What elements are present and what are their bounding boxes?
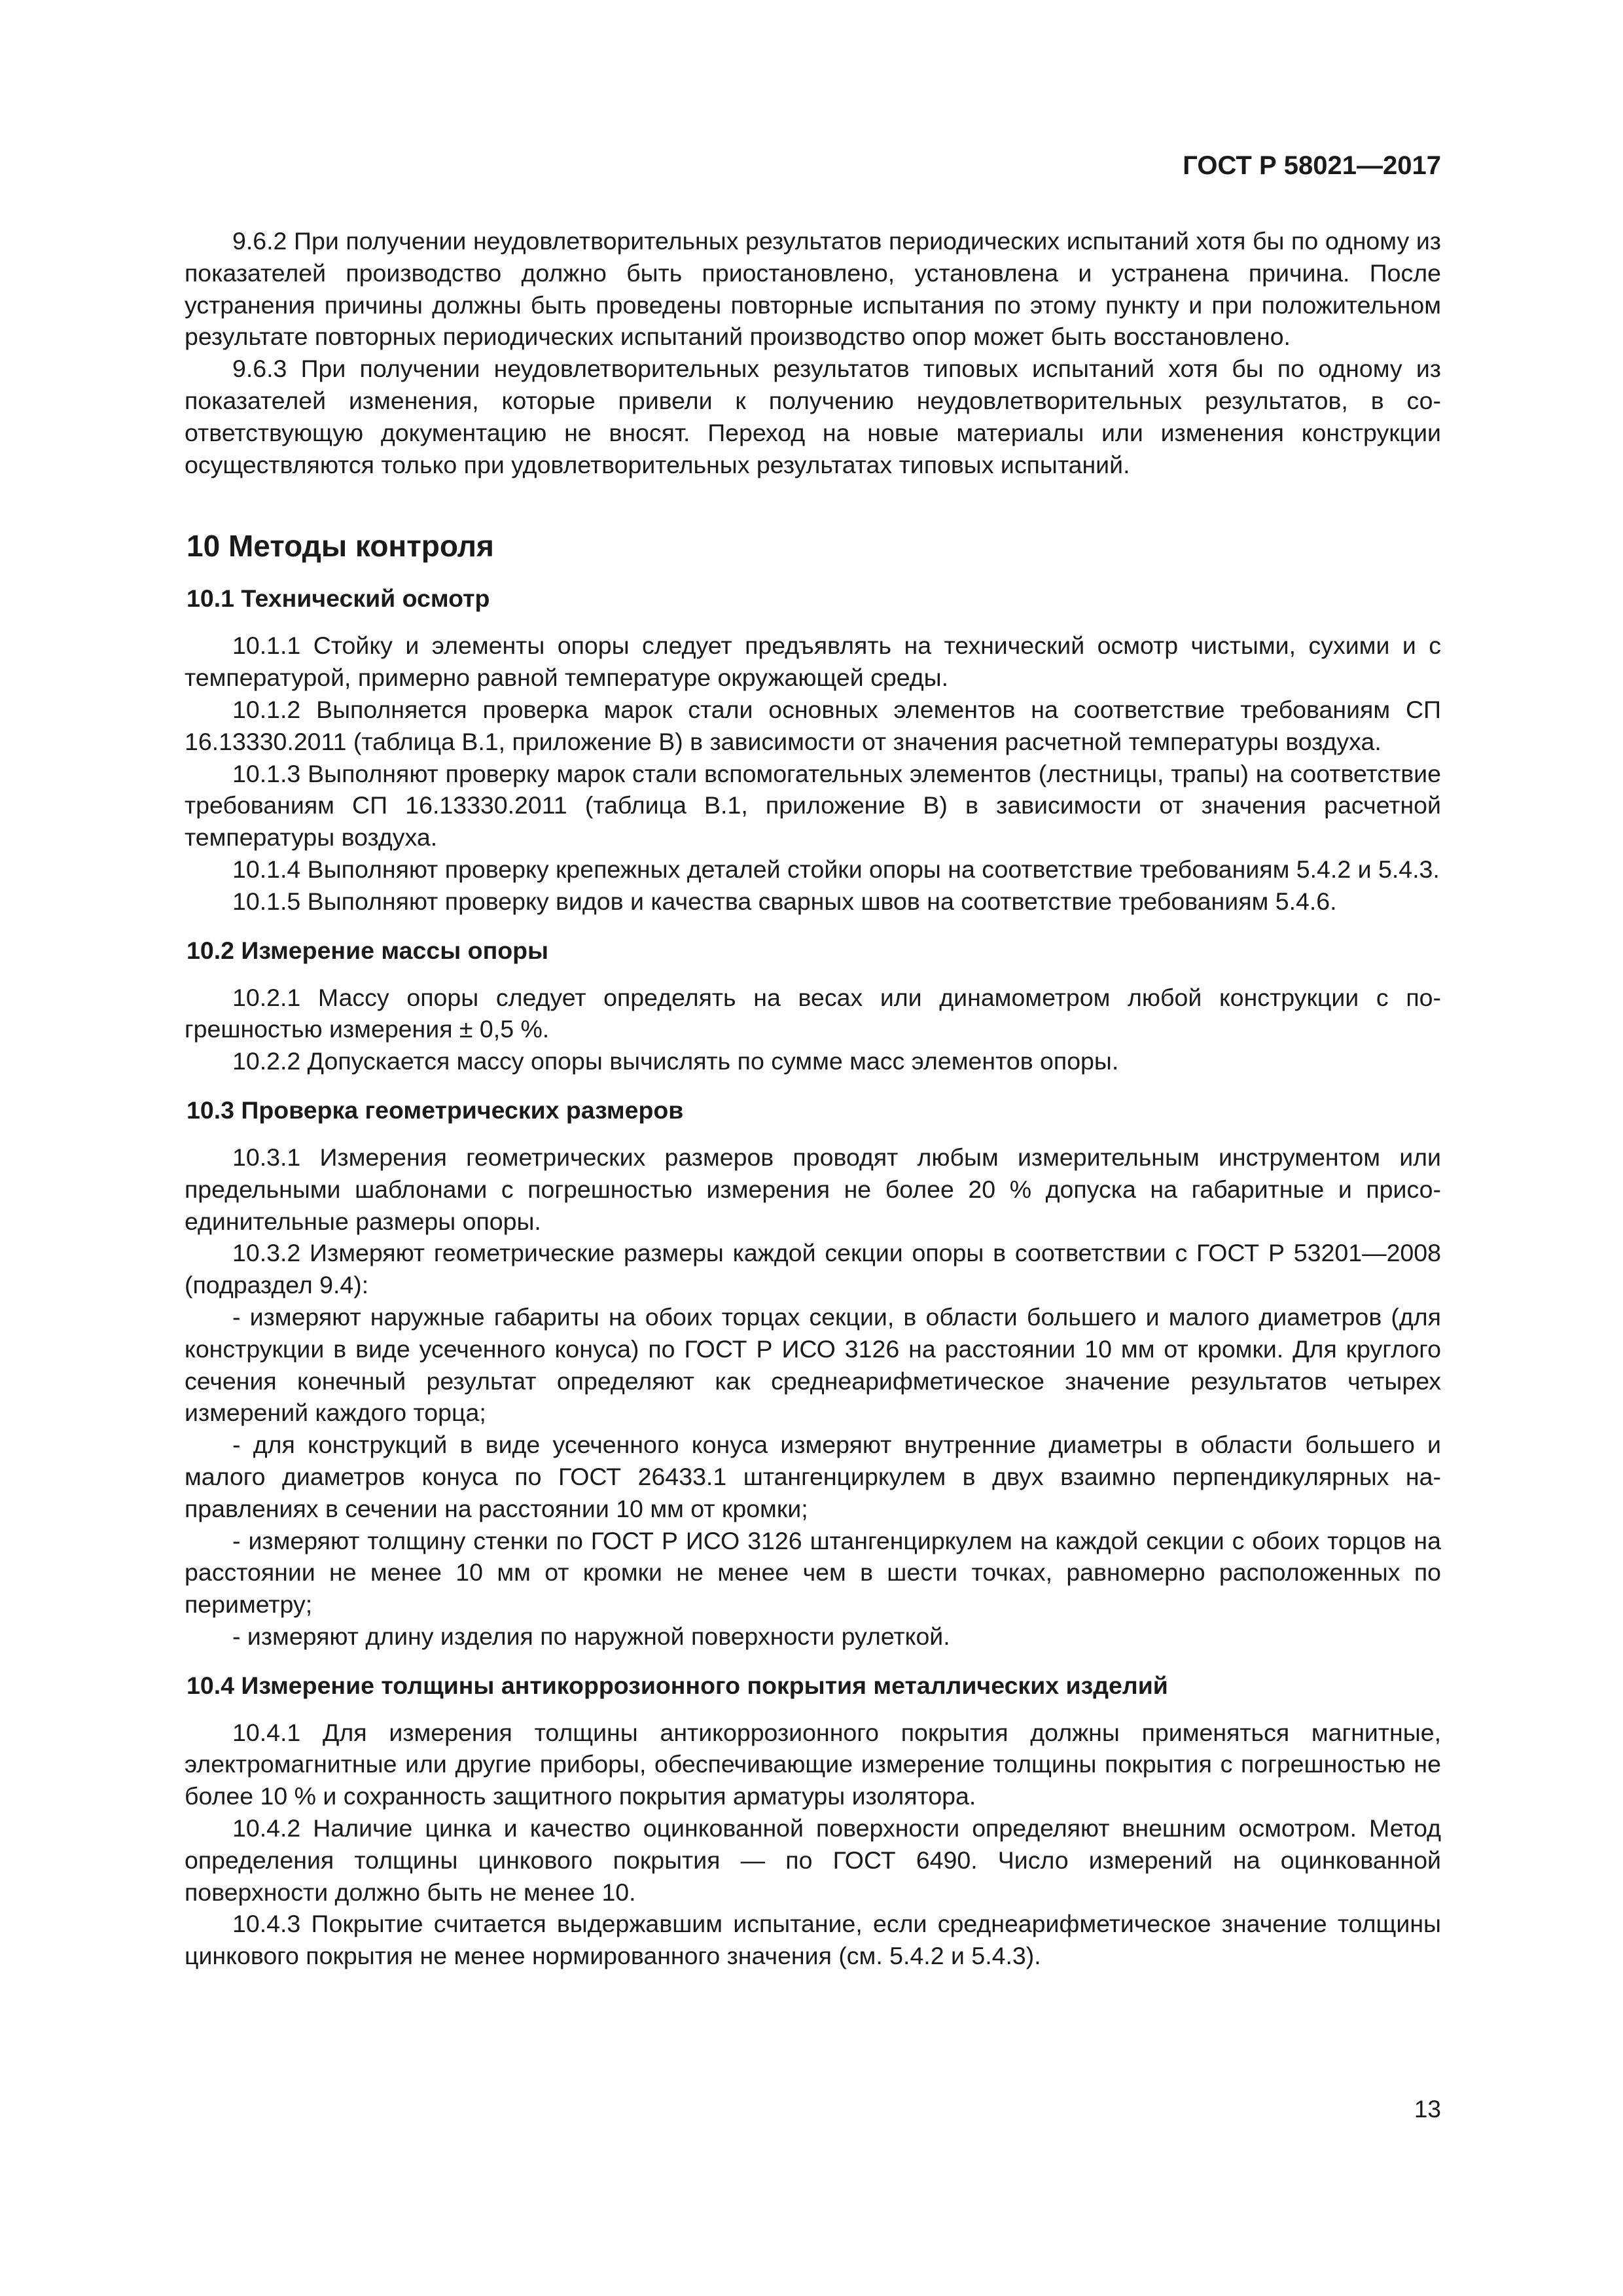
paragraph-10-2-1: 10.2.1 Массу опоры следует определять на весах или динамометром любой конструкции с погрешностью измерения ± 0,5 %.: [185, 983, 1441, 1043]
paragraph-10-3-1: 10.3.1 Измерения геометрических размеров проводят любым измерительным инструментом или предельными шаблонами с погрешностью измерения не более 20 % допуска на габаритные и присоединительные размеры опоры.: [185, 1143, 1441, 1235]
paragraph-10-2-2: 10.2.2 Допускается массу опоры вычислять по сумме масс элементов опоры.: [232, 1047, 1119, 1075]
list-item-wall-thickness: - измеряют толщину стенки по ГОСТ Р ИСО 3126 штангенциркулем на каждой секции с обоих торцов на расстоянии не менее 10 мм от кромки не менее чем в шести точках, равномерно расположенных по периметру;: [185, 1526, 1441, 1619]
subsection-title-10-4: 10.4 Измерение толщины антикоррозионного покрытия металлических изделий: [187, 1671, 1168, 1699]
paragraph-9-6-3: 9.6.3 При получении неудовлетворительных результатов типовых испытаний хотя бы по одному из показателей изменения, которые привели к получению неудовлетворительных результатов, в соответствующую документацию не вносят. Переход на новые материалы или изменения конструкции осуществляются только при удовлетворительных результатах типовых испытаний.: [185, 355, 1441, 478]
list-item-inner-diameters: - для конструкций в виде усеченного конуса измеряют внутренние диаметры в области большего и малого диаметров конуса по ГОСТ 26433.1 штангенциркулем в двух взаимно перпендикулярных направлениях в сечении на расстоянии 10 мм от кромки;: [185, 1431, 1441, 1522]
document-code: ГОСТ Р 58021—2017: [1183, 151, 1441, 180]
section-title: 10 Методы контроля: [187, 529, 494, 564]
subsection-title-10-3: 10.3 Проверка геометрических размеров: [187, 1096, 684, 1124]
paragraph-10-1-2: 10.1.2 Выполняется проверка марок стали основных элементов на соответствие требованиям СП 16.13330.2011 (таблица В.1, приложение В) в зависимости от значения расчетной температуры воздуха.: [185, 695, 1441, 755]
page-content: [185, 225, 1441, 1972]
list-item-outer-dimensions: - измеряют наружные габариты на обоих торцах секции, в области большего и малого диаметров (для конструкции в виде усеченного конуса) по ГОСТ Р ИСО 3126 на расстоянии 10 мм от кромки. Для круглого сечения конечный результат определяют как среднеарифметическое значение результатов четырех измерений каждого торца;: [185, 1302, 1441, 1427]
subsection-title-10-1: 10.1 Технический осмотр: [187, 584, 490, 613]
paragraph-10-1-5: 10.1.5 Выполняют проверку видов и качества сварных швов на соответствие требованиям 5.4.6.: [232, 887, 1337, 915]
paragraph-10-1-1: 10.1.1 Стойку и элементы опоры следует предъявлять на технический осмотр чистыми, сухими и с температурой, примерно равной температуре окружающей среды.: [185, 632, 1441, 692]
paragraph-10-3-2: 10.3.2 Измеряют геометрические размеры каждой секции опоры в соответствии с ГОСТ Р 53201—2008 (подраздел 9.4):: [185, 1239, 1441, 1299]
paragraph-10-1-4: 10.1.4 Выполняют проверку крепежных деталей стойки опоры на соответствие требованиям 5.4.2 и 5.4.3.: [232, 855, 1440, 883]
subsection-title-10-2: 10.2 Измерение массы опоры: [187, 936, 549, 964]
paragraph-10-4-3: 10.4.3 Покрытие считается выдержавшим испытание, если среднеарифметическое значение толщины цинкового покрытия не менее нормированного значения (см. 5.4.2 и 5.4.3).: [185, 1910, 1441, 1970]
paragraph-9-6-2: 9.6.2 При получении неудовлетворительных результатов периодических испытаний хотя бы по одному из показателей производство должно быть приостановлено, установлена и устранена причина. После устранения причины должны быть проведены повторные испытания по этому пункту и при положительном результате повторных периодических испытаний производство опор может быть восстановлено.: [185, 227, 1441, 351]
page-number: 13: [1414, 2096, 1441, 2123]
paragraph-10-1-3: 10.1.3 Выполняют проверку марок стали вспомогательных элементов (лестницы, трапы) на соответствие требованиям СП 16.13330.2011 (таблица В.1, приложение В) в зависимости от значения расчетной температуры воздуха.: [185, 759, 1441, 852]
list-item-length: - измеряют длину изделия по наружной поверхности рулеткой.: [232, 1622, 950, 1650]
paragraph-10-4-2: 10.4.2 Наличие цинка и качество оцинкованной поверхности определяют внешним осмотром. Метод определения толщины цинкового покрытия — по ГОСТ 6490. Число измерений на оцинкованной поверхности должно быть не менее 10.: [185, 1814, 1441, 1906]
paragraph-10-4-1: 10.4.1 Для измерения толщины антикоррозионного покрытия должны применяться магнитные, электромагнитные или другие приборы, обеспечивающие измерение толщины покрытия с погрешностью не более 10 % и сохранность защитного покрытия арматуры изолятора.: [185, 1718, 1441, 1810]
